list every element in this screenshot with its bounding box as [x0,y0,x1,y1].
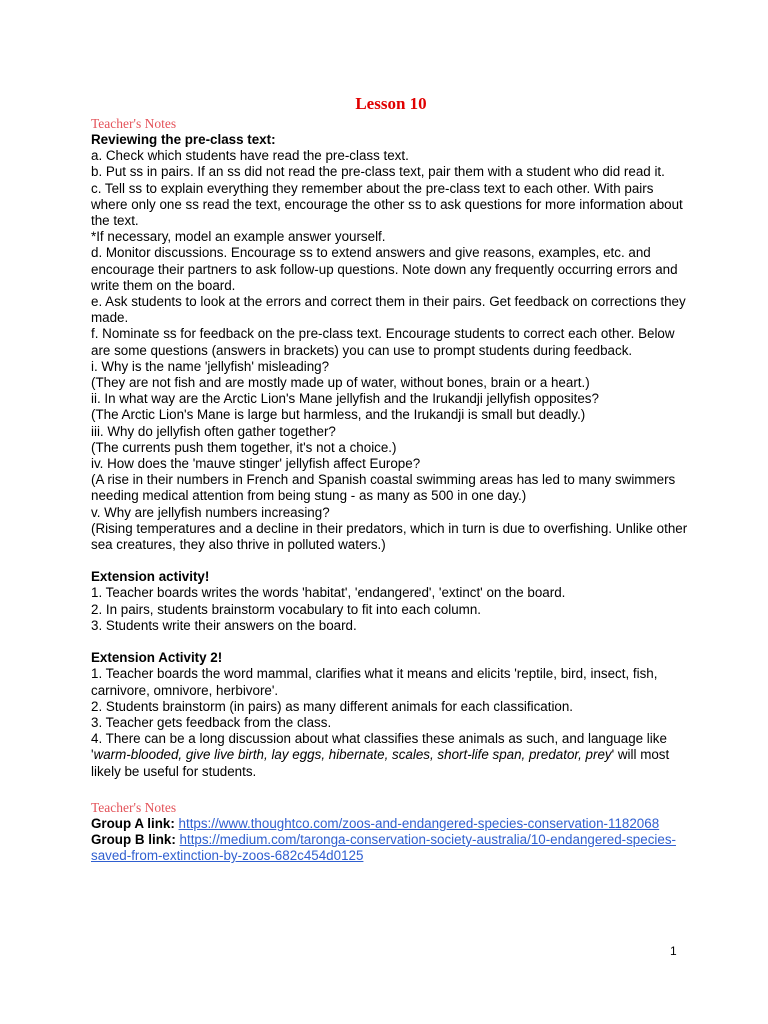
teachers-notes-label-2: Teacher's Notes [91,799,177,815]
lesson-title: Lesson 10 [355,94,427,113]
model-answer-note: *If necessary, model an example answer yourself. [91,229,386,245]
step-c: c. Tell ss to explain everything they remember about the pre-class text to each other. With pairs where only one ss read the text, encourage the other ss to ask questions for more information about the text. [91,180,683,229]
page-number: 1 [670,944,677,958]
step-e: e. Ask students to look at the errors and correct them in their pairs. Get feedback on corrections they made. [91,294,686,326]
group-a-link[interactable]: https://www.thoughtco.com/zoos-and-endangered-species-conservation-1182068 [178,815,660,831]
extension-2-step-3: 3. Teacher gets feedback from the class. [91,714,332,730]
answer-3: (The currents push them together, it's not a choice.) [91,439,397,455]
teachers-notes-label: Teacher's Notes [91,116,177,131]
extension-1-step-3: 3. Students write their answers on the board. [91,617,357,633]
answer-5: (Rising temperatures and a decline in their predators, which in turn is due to overfishing. Unlike other sea creatures, they also thrive in polluted waters.) [91,520,688,553]
extension-1-step-1: 1. Teacher boards writes the words 'habitat', 'endangered', 'extinct' on the board. [91,585,566,601]
step-4-suffix: ' will most likely be useful for students. [91,747,670,779]
group-b-label: Group B link: [91,831,180,847]
answer-2: (The Arctic Lion's Mane is large but harmless, and the Irukandji is small but deadly.) [91,407,586,423]
section-heading-reviewing: Reviewing the pre-class text: [91,132,276,147]
question-3: iii. Why do jellyfish often gather together? [91,423,336,439]
answer-1: (They are not fish and are mostly made up of water, without bones, brain or a heart.) [91,375,590,391]
group-b-link[interactable]: https://medium.com/taronga-conservation-society-australia/10-endangered-species-saved-from-extinction-by-zoos-682c454d0125 [91,831,676,864]
section-heading-extension-2: Extension Activity 2! [91,650,223,666]
step-b: b. Put ss in pairs. If an ss did not read the pre-class text, pair them with a student who did read it. [91,164,665,180]
step-f: f. Nominate ss for feedback on the pre-class text. Encourage students to correct each other. Below are some questions (answers in brackets) you can use to prompt students during feedback. [91,326,675,358]
extension-2-step-2: 2. Students brainstorm (in pairs) as many different animals for each classification. [91,698,574,714]
answer-4: (A rise in their numbers in French and Spanish coastal swimming areas has led to many swimmers needing medical attention from being stung - as many as 500 in one day.) [91,472,676,504]
group-b-link-row [91,832,691,864]
extension-2-step-4 [91,731,691,780]
section-heading-extension-1: Extension activity! [91,569,210,585]
group-a-link-row [91,816,691,832]
question-1: i. Why is the name 'jellyfish' misleading? [91,358,330,374]
document-content [91,94,691,864]
question-2: ii. In what way are the Arctic Lion's Mane jellyfish and the Irukandji jellyfish opposites? [91,391,599,407]
group-a-label: Group A link: [91,815,179,831]
extension-1-step-2: 2. In pairs, students brainstorm vocabulary to fit into each column. [91,601,482,617]
step-d: d. Monitor discussions. Encourage ss to extend answers and give reasons, examples, etc. and encourage their partners to ask follow-up questions. Note down any frequently occurring errors and write them on the board. [91,245,678,293]
question-5: v. Why are jellyfish numbers increasing? [91,504,330,520]
step-a: a. Check which students have read the pre-class text. [91,148,409,164]
question-4: iv. How does the 'mauve stinger' jellyfish affect Europe? [91,456,421,472]
step-4-terms: warm-blooded, give live birth, lay eggs, hibernate, scales, short-life span, predator, prey [93,747,612,763]
extension-2-step-1: 1. Teacher boards the word mammal, clarifies what it means and elicits 'reptile, bird, insect, fish, carnivore, omnivore, herbivore'. [91,666,658,698]
step-4-prefix: 4. There can be a long discussion about what classifies these animals as such, and language like ' [91,731,667,763]
